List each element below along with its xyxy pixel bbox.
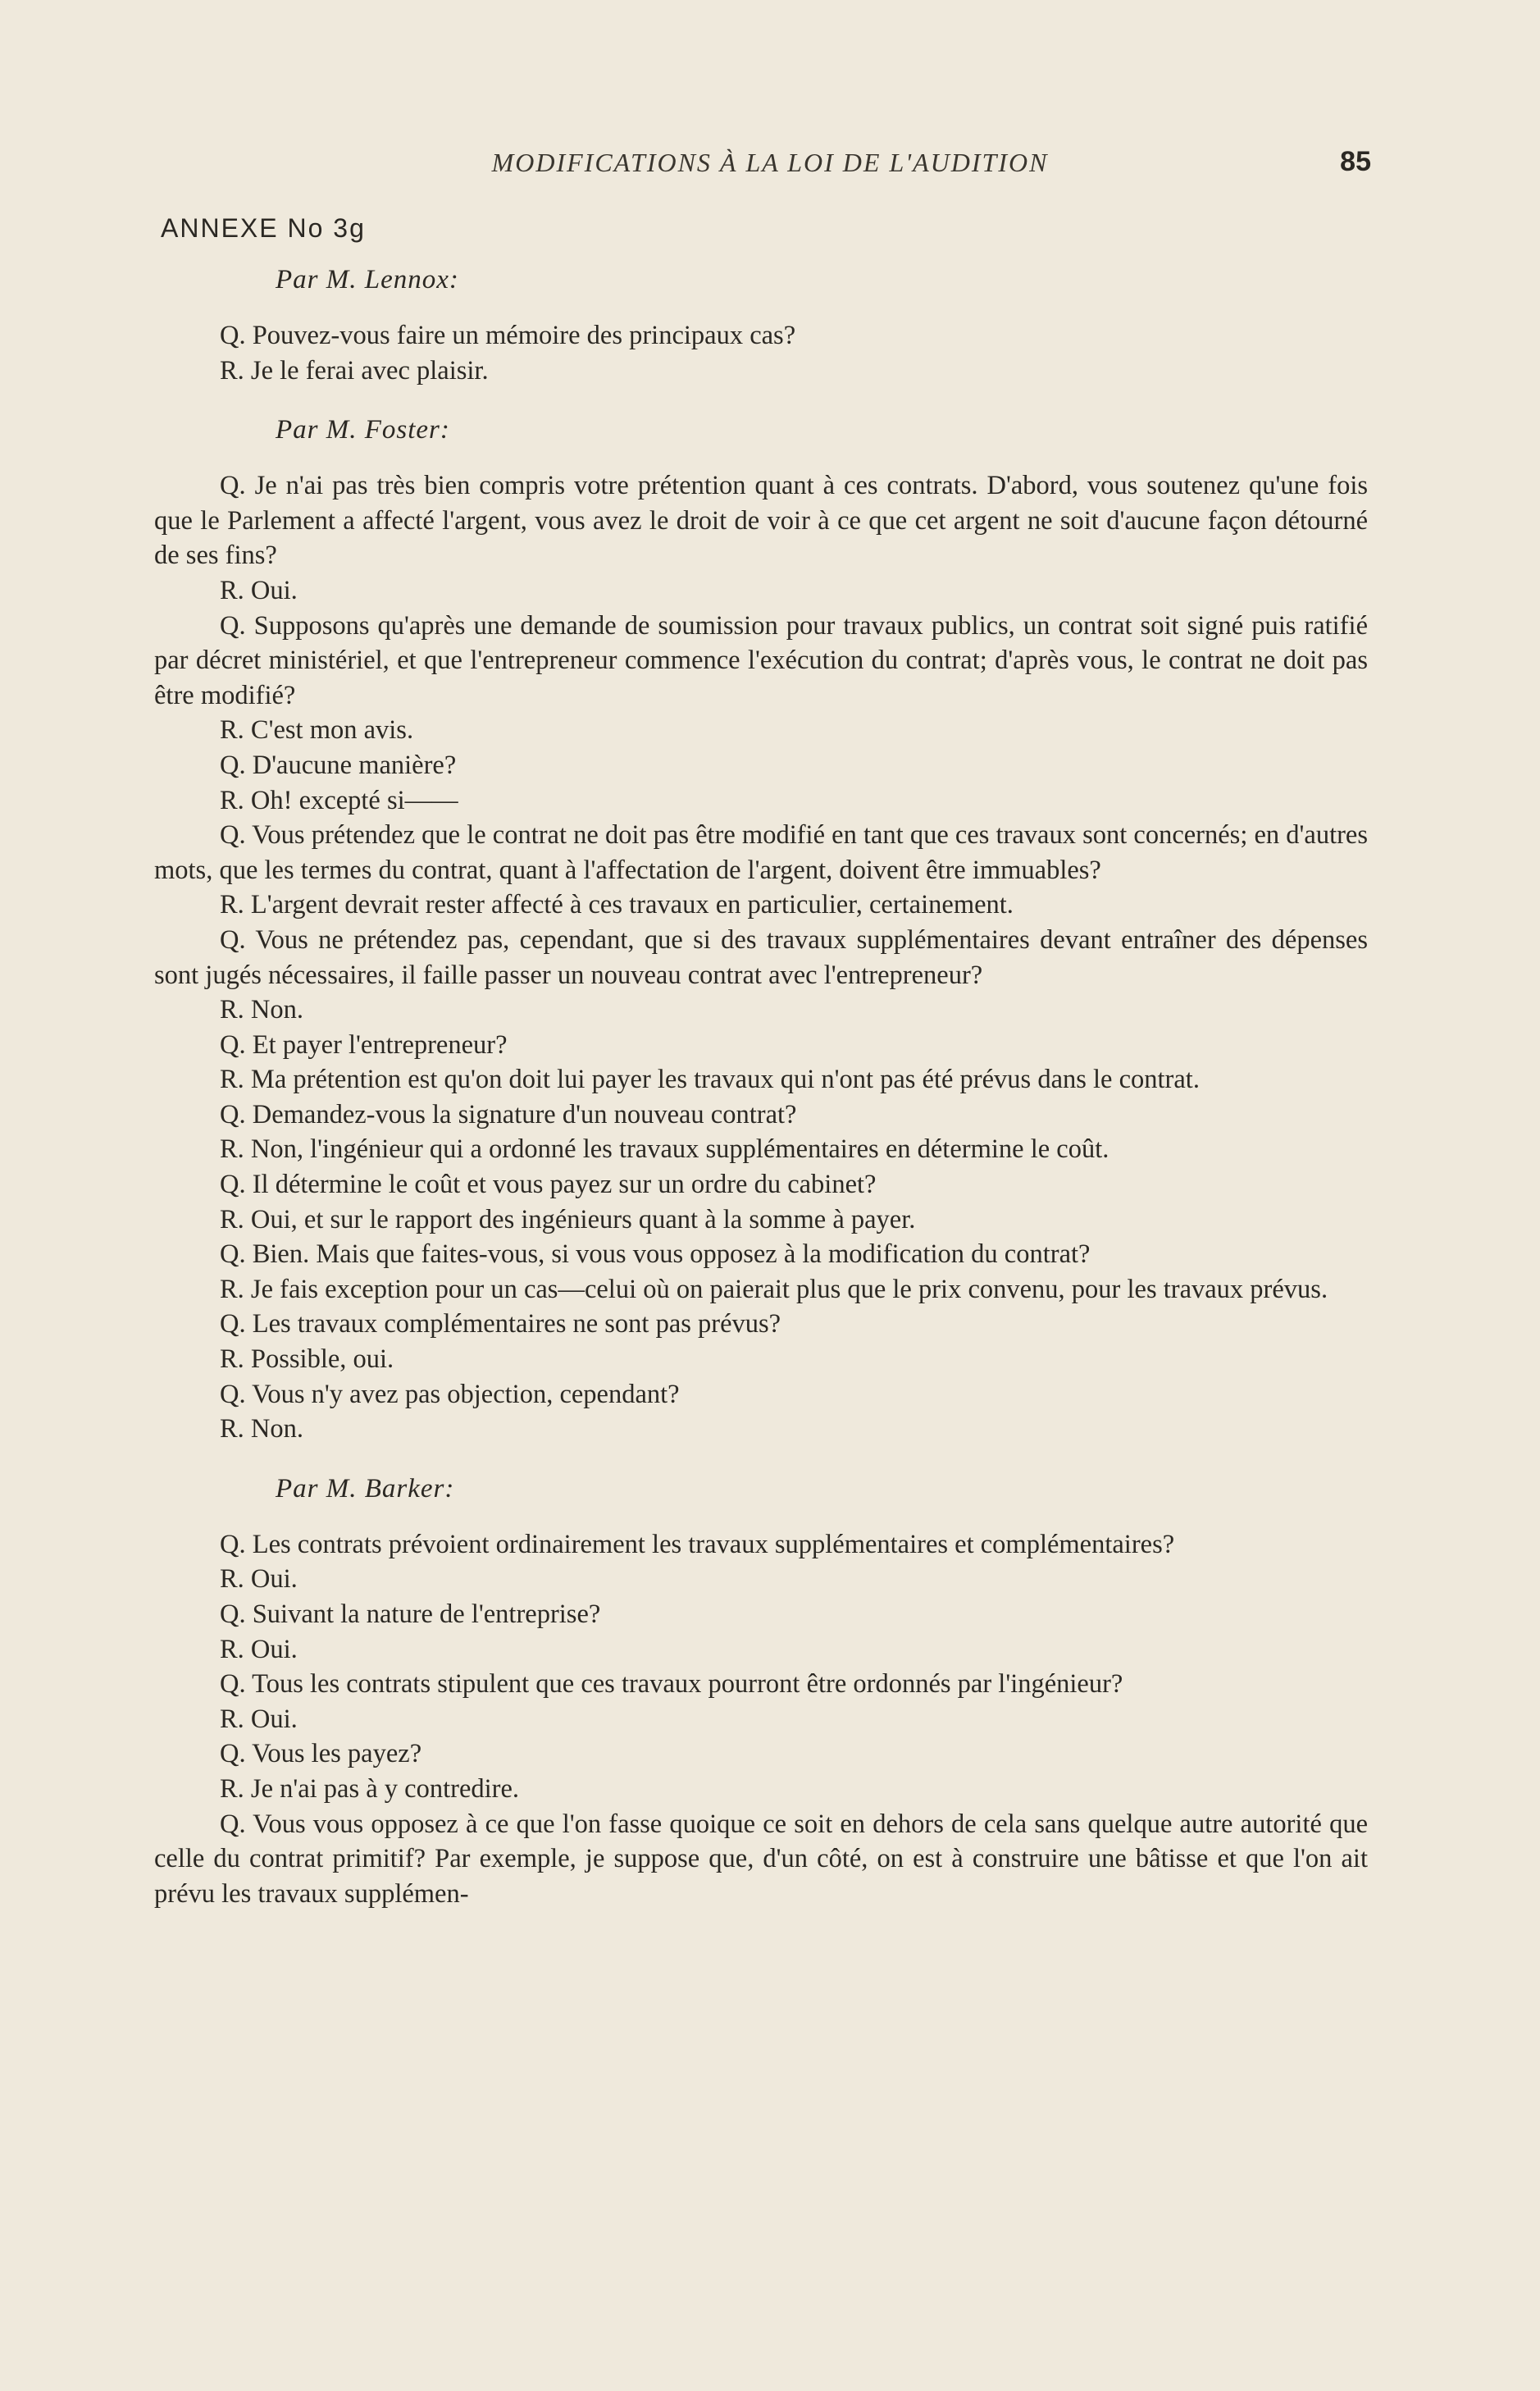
speaker-heading-lennox: Par M. Lennox:	[276, 265, 459, 294]
transcript-line: R. L'argent devrait rester affecté à ces travaux en particulier, certainement.	[220, 890, 1014, 920]
transcript-line: Q. Supposons qu'après une demande de soumission pour travaux publics, un contrat soit signé puis ratifié par décret ministériel, et que l'entrepreneur commence l'exécution du contrat; d'après vous, le contrat ne doit pas être modifié?	[154, 610, 1368, 710]
transcript-line: R. C'est mon avis.	[220, 715, 414, 746]
transcript-line: R. Ma prétention est qu'on doit lui payer les travaux qui n'ont pas été prévus dans le contrat.	[220, 1065, 1200, 1095]
transcript-line: Q. Vous vous opposez à ce que l'on fasse quoique ce soit en dehors de cela sans quelque autre autorité que celle du contrat primitif? Par exemple, je suppose que, d'un côté, on est à construire une bâtisse et que l'on ait prévu les travaux supplémen-	[154, 1809, 1368, 1909]
transcript-line: Q. Il détermine le coût et vous payez sur un ordre du cabinet?	[220, 1170, 877, 1200]
page-number: 85	[1340, 146, 1371, 177]
running-title: MODIFICATIONS À LA LOI DE L'AUDITION	[491, 148, 1049, 177]
transcript-line: Q. Tous les contrats stipulent que ces travaux pourront être ordonnés par l'ingénieur?	[220, 1669, 1123, 1700]
transcript-line: Q. Vous ne prétendez pas, cependant, que si des travaux supplémentaires devant entraîner des dépenses sont jugés nécessaires, il faille passer un nouveau contrat avec l'entrepreneur?	[154, 924, 1368, 990]
transcript-line: R. Oui.	[220, 1564, 298, 1595]
transcript-line: Q. Suivant la nature de l'entreprise?	[220, 1599, 601, 1629]
transcript-line: R. Non, l'ingénieur qui a ordonné les travaux supplémentaires en détermine le coût.	[220, 1134, 1109, 1165]
transcript-line: R. Je fais exception pour un cas—celui où on paierait plus que le prix convenu, pour les travaux prévus.	[220, 1274, 1328, 1304]
transcript-line: Q. Pouvez-vous faire un mémoire des principaux cas?	[220, 321, 796, 350]
transcript-line: Q. Les contrats prévoient ordinairement les travaux supplémentaires et complémentaires?	[220, 1529, 1175, 1559]
annex-label: ANNEXE No 3g	[161, 213, 366, 243]
transcript-line: R. Oui.	[220, 1634, 298, 1664]
transcript-line: R. Oui.	[220, 1704, 298, 1734]
transcript-line: Q. Les travaux complémentaires ne sont pas prévus?	[220, 1309, 781, 1339]
transcript-line: Q. Je n'ai pas très bien compris votre prétention quant à ces contrats. D'abord, vous soutenez qu'une fois que le Parlement a affecté l'argent, vous avez le droit de voir à ce que cet argent ne soit d'aucune façon détourné de ses fins?	[154, 471, 1368, 571]
transcript-line: Q. Et payer l'entrepreneur?	[220, 1029, 508, 1060]
transcript-line: R. Je n'ai pas à y contredire.	[220, 1773, 520, 1804]
transcript-line: R. Non.	[220, 995, 304, 1025]
transcript-line: R. Oui, et sur le rapport des ingénieurs quant à la somme à payer.	[220, 1204, 916, 1234]
transcript-line: R. Oh! excepté si——	[220, 785, 458, 815]
transcript-line: Q. Vous prétendez que le contrat ne doit pas être modifié en tant que ces travaux sont concernés; en d'autres mots, que les termes du contrat, quant à l'affectation de l'argent, doivent être immuables?	[154, 820, 1368, 885]
transcript-line: R. Oui.	[220, 575, 298, 605]
transcript-line: R. Non.	[220, 1414, 304, 1444]
transcript-line: R. Je le ferai avec plaisir.	[220, 355, 489, 386]
transcript-line: Q. Vous les payez?	[220, 1739, 422, 1769]
running-head	[0, 148, 1540, 187]
transcript-line: Q. Vous n'y avez pas objection, cependant?	[220, 1379, 680, 1409]
speaker-heading-foster: Par M. Foster:	[276, 415, 450, 445]
transcript-body	[154, 262, 1368, 1911]
transcript-line: R. Possible, oui.	[220, 1344, 394, 1375]
transcript-line: Q. D'aucune manière?	[220, 750, 457, 780]
transcript-line: Q. Bien. Mais que faites-vous, si vous vous opposez à la modification du contrat?	[220, 1239, 1091, 1270]
transcript-line: Q. Demandez-vous la signature d'un nouveau contrat?	[220, 1099, 797, 1129]
speaker-heading-barker: Par M. Barker:	[276, 1473, 455, 1504]
